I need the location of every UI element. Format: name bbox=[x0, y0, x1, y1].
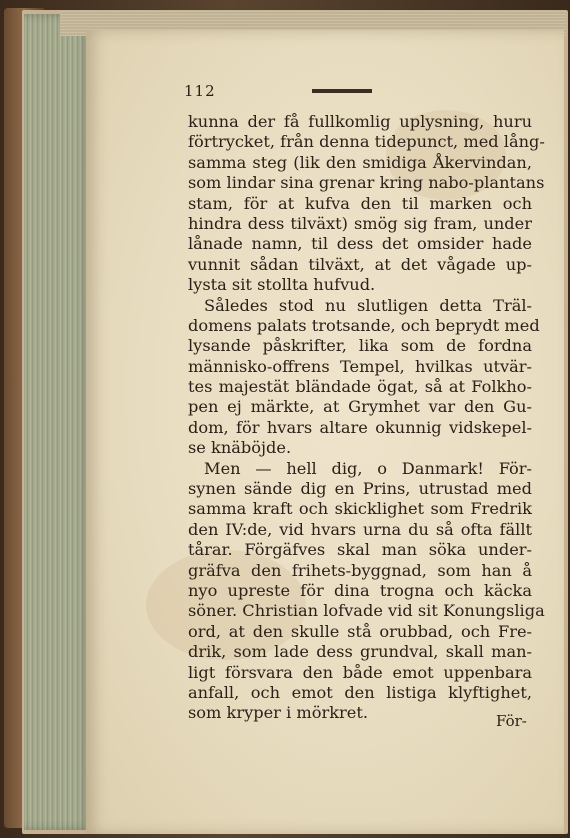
catchword: För- bbox=[496, 712, 527, 730]
text-line: samma steg (lik den smidiga Åkervindan, bbox=[188, 152, 532, 172]
text-line: gräfva den frihets-byggnad, som han å bbox=[188, 560, 532, 580]
text-line: stam, för at kufva den til marken och bbox=[188, 193, 532, 213]
text-line: förtrycket, från denna tidepunct, med lång- bbox=[188, 132, 545, 152]
text-line: kunna der få fullkomlig uplysning, huru bbox=[188, 112, 532, 131]
text-line: synen sände dig en Prins, utrustad med bbox=[188, 479, 532, 499]
text-line: söner. Christian lofvade vid sit Konungsliga bbox=[188, 601, 545, 621]
page-header bbox=[102, 70, 532, 100]
text-line: Men — hell dig, o Danmark! För- bbox=[204, 458, 532, 478]
text-line: nyo uprestе för dina trogna och käcka bbox=[188, 580, 532, 600]
page-edges bbox=[24, 14, 92, 830]
text-line: lysande påskrifter, lika som de fordna bbox=[188, 336, 532, 356]
text-line: lysta sit stollta hufvud. bbox=[188, 275, 376, 295]
page-number: 112 bbox=[184, 82, 216, 100]
text-line: Således stod nu slutligen detta Träl- bbox=[204, 295, 532, 315]
text-line: lånade namn, til dess det omsider hade bbox=[188, 234, 532, 254]
text-line: ligt försvara den både emot uppenbara bbox=[188, 662, 532, 682]
text-line: tes majestät bländade ögat, så at Folkho- bbox=[188, 377, 532, 397]
text-line: människo-offrens Tempel, hvilkas utvär- bbox=[188, 356, 532, 376]
text-line: drik, som lade dess grundval, skall man- bbox=[188, 642, 532, 662]
text-line: anfall, och emot den listiga klyftighet, bbox=[188, 682, 532, 702]
text-line: som kryper i mörkret. bbox=[188, 703, 368, 723]
text-line: dom, för hvars altare okunnig vidskepel- bbox=[188, 417, 532, 437]
text-line: den IV:de, vid hvars urna du så ofta fällt bbox=[188, 519, 532, 539]
text-line: se knäböjde. bbox=[188, 438, 292, 458]
header-ornament-rule bbox=[312, 89, 372, 93]
text-line: domens palats trotsande, och beprydt med bbox=[188, 315, 540, 335]
text-line: pen ej märkte, at Grymhet var den Gu- bbox=[188, 397, 532, 417]
text-line: vunnit sådan tilväxt, at det vågade up- bbox=[188, 254, 532, 274]
text-line: tårar. Förgäfves skal man söka under- bbox=[188, 540, 532, 560]
text-line: samma kraft och skicklighet som Fredrik bbox=[188, 499, 532, 519]
text-line: hindra dess tilväxt) smög sig fram, under bbox=[188, 213, 532, 233]
text-line: ord, at den skulle stå orubbad, och Fre- bbox=[188, 621, 532, 641]
text-line: som lindar sina grenar kring nabo-plantans bbox=[188, 173, 545, 193]
body-text bbox=[188, 112, 545, 724]
